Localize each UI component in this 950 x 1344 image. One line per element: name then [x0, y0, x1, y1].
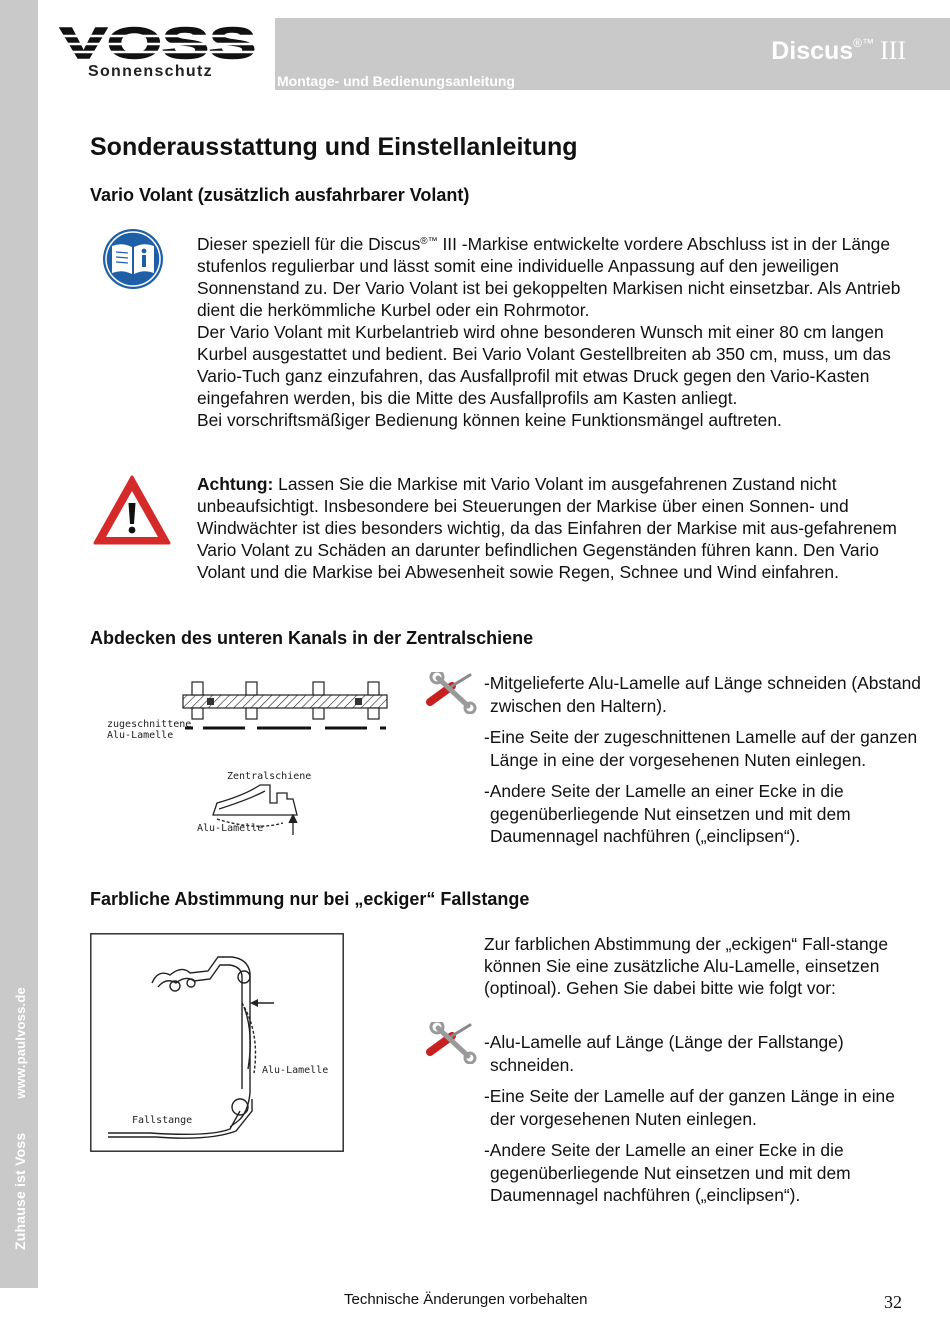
figure-label-cut-line2: Alu-Lamelle [107, 730, 174, 741]
vario-warning [197, 473, 917, 583]
manual-info-icon [102, 228, 164, 290]
figure-label-alu-slat: Alu-Lamelle [262, 1065, 329, 1076]
footer-note: Technische Änderungen vorbehalten [344, 1291, 588, 1308]
product-version: III [880, 36, 906, 65]
header-subtitle: Montage- und Bedienungsanleitung [277, 73, 515, 89]
color-steps [484, 1031, 924, 1216]
screwdriver-wrench-icon [424, 1022, 480, 1064]
channel-heading: Abdecken des unteren Kanals in der Zentralschiene [90, 628, 534, 648]
logo-subtitle: Sonnenschutz [88, 63, 213, 80]
figure-label-cut-line1: zugeschnittene [107, 719, 192, 730]
side-text [12, 950, 28, 1250]
vario-intro-marks: ®™ [420, 236, 438, 247]
vario-heading: Vario Volant (zusätzlich ausfahrbarer Volant) [90, 185, 470, 205]
warning-triangle-icon [92, 474, 172, 546]
warning-label: Achtung: [197, 474, 274, 494]
product-name: Discus [771, 37, 854, 65]
logo-text: VOSS [60, 24, 256, 68]
figure-label-rail: Zentralschiene [227, 771, 312, 782]
channel-steps [484, 672, 924, 857]
screwdriver-wrench-icon [424, 672, 480, 714]
website-url: www.paulvoss.de [13, 987, 28, 1099]
vario-intro [197, 231, 917, 431]
figure-label-falling-bar: Fallstange [132, 1115, 193, 1126]
vario-intro-rest: III -Markise entwickelte vordere Abschluss ist in der Länge stufenlos regulierbar und lässt somit eine individuelle Anpassung auf den jeweiligen Sonnenstand zu. Der Vario Volant ist bei gekoppelten Markisen nicht einsetzbar. Als Antrieb dient die herkömmliche Kurbel oder ein Rohrmotor. [197, 234, 901, 320]
vario-proper-use: Bei vorschriftsmäßiger Bedienung können keine Funktionsmängel auftreten. [197, 410, 782, 430]
color-heading: Farbliche Abstimmung nur bei „eckiger“ Fallstange [90, 889, 530, 909]
color-step-1: -Alu-Lamelle auf Länge (Länge der Fallstange) schneiden. [484, 1032, 844, 1075]
channel-step-1: -Mitgelieferte Alu-Lamelle auf Länge schneiden (Abstand zwischen den Haltern). [484, 673, 921, 716]
page-title: Sonderausstattung und Einstellanleitung [90, 133, 578, 161]
product-marks: ®™ [853, 36, 875, 50]
warning-text: Lassen Sie die Markise mit Vario Volant im ausgefahrenen Zustand nicht unbeaufsichtigt. Insbesondere bei Steuerungen der Markise über einen Sonnen- und Windwächter ist dies besonders wichtig, da das Einfahren der Markise mit aus-gefahrenem Vario Volant zu Schäden an darunter befindlichen Gegenständen führen kann. Den Vario Volant und die Markise bei Abwesenheit sowie Regen, Schnee und Wind einfahren. [197, 474, 897, 582]
channel-figure [105, 675, 405, 850]
slogan: Zuhause ist Voss [12, 1132, 28, 1250]
page-number: 32 [884, 1292, 902, 1312]
figure-label-slat: Alu-Lamelle [197, 823, 264, 834]
vario-crank-text: Der Vario Volant mit Kurbelantrieb wird ohne besonderen Wunsch mit einer 80 cm langen Kurbel ausgestattet und bedient. Bei Vario Volant Gestellbreiten ab 350 cm, muss, um das Vario-Tuch ganz einzufahren, das Ausfallprofil mit etwas Druck gegen den Vario-Kasten eingefahren werden, bis die Mitte des Ausfallprofils am Kasten anliegt. [197, 322, 891, 408]
channel-step-3: -Andere Seite der Lamelle an einer Ecke in die gegenüberliegende Nut einsetzen und mit dem Daumennagel nachführen („einclipsen“). [484, 781, 851, 846]
vario-intro-prefix: Dieser speziell für die Discus [197, 234, 421, 254]
product-title [771, 36, 906, 66]
color-step-2: -Eine Seite der Lamelle auf der ganzen Länge in eine der vorgesehenen Nuten einlegen. [484, 1086, 895, 1129]
color-step-3: -Andere Seite der Lamelle an einer Ecke in die gegenüberliegende Nut einsetzen und mit dem Daumennagel nachführen („einclipsen“). [484, 1140, 851, 1205]
falling-bar-figure [90, 933, 344, 1152]
channel-step-2: -Eine Seite der zugeschnittenen Lamelle auf der ganzen Länge in eine der vorgesehenen Nuten einlegen. [484, 727, 918, 770]
color-intro: Zur farblichen Abstimmung der „eckigen“ Fall-stange können Sie eine zusätzliche Alu-Lamelle, einsetzen (optinoal). Gehen Sie dabei bitte wie folgt vor: [484, 934, 889, 998]
